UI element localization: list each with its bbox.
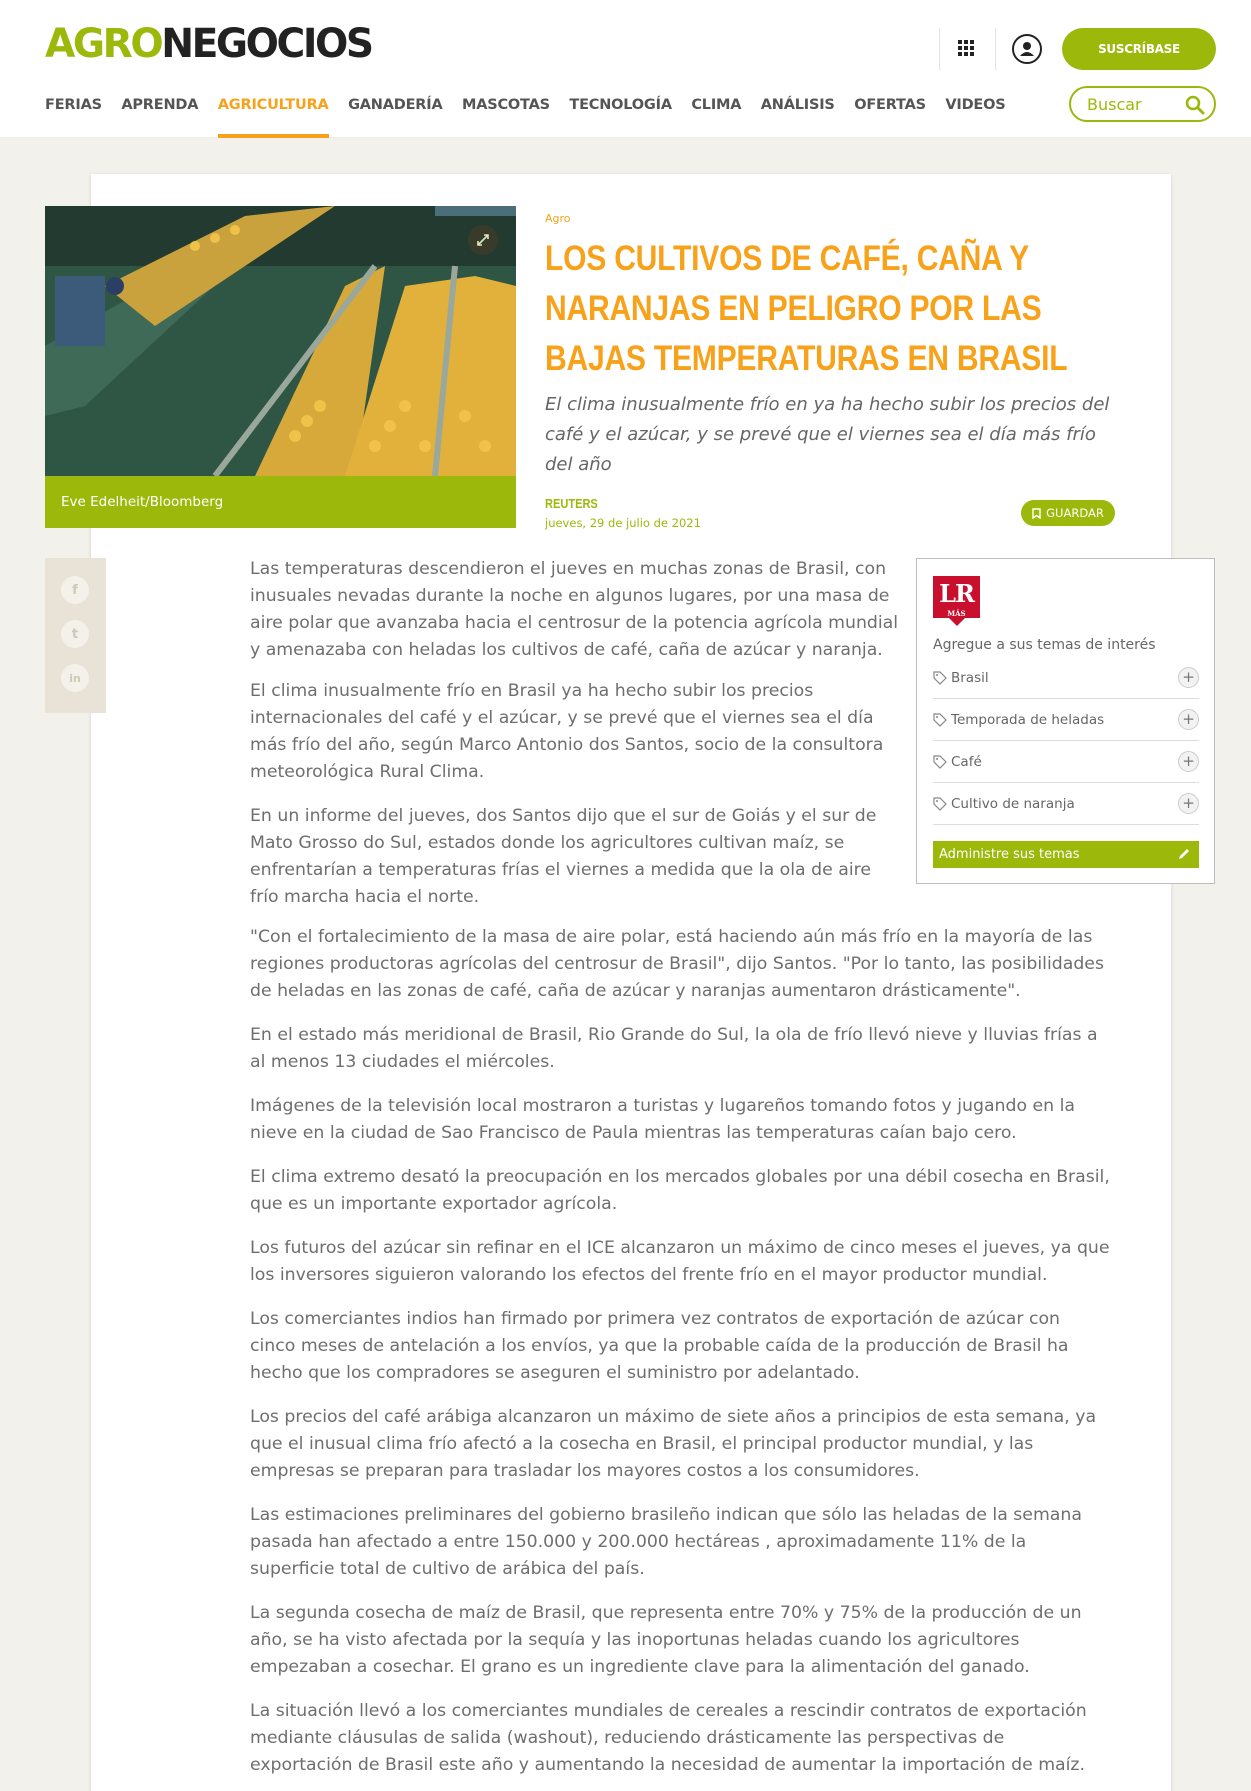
topic-item-temporada-de-heladas[interactable]: Temporada de heladas + — [933, 699, 1199, 741]
article-date: jueves, 29 de julio de 2021 — [545, 516, 701, 530]
manage-topics-button[interactable]: Administre sus temas — [933, 841, 1199, 868]
search-icon[interactable] — [1185, 95, 1205, 115]
topic-item-cultivo-de-naranja[interactable]: Cultivo de naranja + — [933, 783, 1199, 825]
article-paragraph: "Con el fortalecimiento de la masa de aire polar, está haciendo aún más frío en la mayoría de las regiones productoras agrícolas del centrosur de Brasil", dijo Santos. "Por lo tanto, las posibilidades de heladas en las zonas de café, caña de azúcar y naranjas aumentaron drásticamente". — [250, 927, 1104, 1001]
article-source: REUTERS — [545, 496, 598, 511]
facebook-icon[interactable]: f — [61, 576, 89, 604]
topics-widget — [916, 558, 1215, 884]
article-paragraph: Los comerciantes indios han firmado por primera vez contratos de exportación de azúcar con cinco meses de antelación a los envíos, ya que la probable caída de la producción de Brasil ha hecho que los compradores se aseguren el suministro por adelantado. — [250, 1309, 1069, 1383]
nav-item-ganaderia[interactable]: GANADERÍA — [348, 97, 443, 113]
article-paragraph: Los precios del café arábiga alcanzaron un máximo de siete años a principios de esta semana, ya que el inusual clima frío afectó a la cosecha en Brasil, el principal productor mundial, y las empresas se preparan para trasladar los mayores costos a los consumidores. — [250, 1407, 1097, 1481]
tag-icon — [933, 797, 947, 811]
expand-icon[interactable] — [468, 225, 498, 255]
nav-item-mascotas[interactable]: MASCOTAS — [461, 97, 550, 113]
article-paragraph: Las temperaturas descendieron el jueves en muchas zonas de Brasil, con inusuales nevadas durante la noche en algunos lugares, por una masa de aire polar que avanzaba hacia el centrosur de la potencia agrícola mundial y amenazaba con heladas los cultivos de café, caña de azúcar y naranja. — [250, 559, 899, 660]
topic-item-brasil[interactable]: Brasil + — [933, 657, 1199, 699]
photo-caption: Eve Edelheit/Bloomberg — [45, 476, 516, 528]
tag-icon — [933, 671, 947, 685]
apps-grid-icon[interactable] — [957, 39, 975, 57]
article-kicker[interactable]: Agro — [545, 212, 571, 225]
pencil-icon — [1177, 847, 1191, 861]
header-divider — [939, 28, 940, 70]
article-paragraph: En un informe del jueves, dos Santos dijo que el sur de Goiás y el sur de Mato Grosso do Sul, estados donde los agricultores cultivan maíz, se enfrentarían a temperaturas frías el viernes a medida que la ola de aire frío marcha hacia el norte. — [250, 806, 877, 907]
tag-icon — [933, 755, 947, 769]
nav-item-videos[interactable]: VIDEOS — [945, 97, 1006, 113]
site-header — [0, 0, 1251, 138]
topic-item-cafe[interactable]: Café + — [933, 741, 1199, 783]
lr-mas-logo[interactable]: LR MÁS — [933, 576, 980, 618]
add-topic-icon[interactable]: + — [1178, 709, 1199, 730]
share-bar — [45, 558, 106, 713]
search-box — [1069, 86, 1216, 122]
article-paragraph: La segunda cosecha de maíz de Brasil, que representa entre 70% y 75% de la producción de un año, se ha visto afectada por la sequía y las inoportunas heladas cuando los agricultores empezaban a cosechar. El grano es un ingrediente clave para la alimentación del ganado. — [250, 1603, 1082, 1677]
article-paragraph: Imágenes de la televisión local mostraron a turistas y lugareños tomando fotos y jugando en la nieve en la ciudad de Sao Francisco de Paula mientras las temperaturas caían bajo cero. — [250, 1096, 1076, 1143]
bookmark-icon — [1032, 508, 1041, 519]
article-paragraph: El clima inusualmente frío en Brasil ya ha hecho subir los precios internacionales del café y el azúcar, y se prevé que el viernes sea el día más frío del año, según Marco Antonio dos Santos, socio de la consultora meteorológica Rural Clima. — [250, 681, 884, 782]
twitter-icon[interactable]: t — [61, 620, 89, 648]
article-paragraph: Los futuros del azúcar sin refinar en el ICE alcanzaron un máximo de cinco meses el jueves, ya que los inversores siguieron valorando los efectos del frente frío en el mayor productor mundial. — [250, 1238, 1110, 1285]
article-paragraph: La situación llevó a los comerciantes mundiales de cereales a rescindir contratos de exportación mediante cláusulas de salida (washout), reduciendo drásticamente las perspectivas de exportación de Brasil este año y aumentando la necesidad de aumentar la importación de maíz. — [250, 1701, 1087, 1775]
search-input[interactable] — [1087, 93, 1182, 115]
nav-item-ofertas[interactable]: OFERTAS — [854, 97, 926, 113]
site-logo[interactable]: AGRONEGOCIOS — [45, 21, 372, 67]
article-subtitle: El clima inusualmente frío en ya ha hecho subir los precios del café y el azúcar, y se prevé que el viernes sea el día más frío del año — [545, 394, 1110, 475]
nav-item-analisis[interactable]: ANÁLISIS — [760, 97, 835, 113]
tag-icon — [933, 713, 947, 727]
header-divider — [995, 28, 996, 70]
logo-tip — [948, 617, 966, 626]
add-topic-icon[interactable]: + — [1178, 793, 1199, 814]
nav-item-clima[interactable]: CLIMA — [691, 97, 742, 113]
article-paragraph: Las estimaciones preliminares del gobierno brasileño indican que sólo las heladas de la semana pasada han afectado a entre 150.000 y 200.000 hectáreas , aproximadamente 11% de la superficie total de cultivo de arábica del país. — [250, 1505, 1082, 1579]
save-button[interactable]: GUARDAR — [1021, 500, 1115, 526]
add-topic-icon[interactable]: + — [1178, 667, 1199, 688]
nav-item-aprenda[interactable]: APRENDA — [121, 97, 199, 113]
linkedin-icon[interactable]: in — [61, 664, 89, 692]
article-photo — [45, 206, 516, 476]
nav-item-ferias[interactable]: FERIAS — [45, 97, 102, 113]
nav-item-tecnologia[interactable]: TECNOLOGÍA — [569, 97, 672, 113]
main-nav — [45, 92, 1025, 138]
subscribe-button[interactable]: SUSCRÍBASE — [1062, 28, 1216, 70]
topics-title: Agregue a sus temas de interés — [933, 637, 1156, 653]
nav-item-agricultura[interactable]: AGRICULTURA — [218, 92, 329, 138]
article-paragraph: En el estado más meridional de Brasil, Rio Grande do Sul, la ola de frío llevó nieve y lluvias frías a al menos 13 ciudades el miércoles. — [250, 1025, 1098, 1072]
article-paragraph: El clima extremo desató la preocupación en los mercados globales por una débil cosecha en Brasil, que es un importante exportador agrícola. — [250, 1167, 1110, 1214]
user-icon[interactable] — [1012, 34, 1042, 64]
add-topic-icon[interactable]: + — [1178, 751, 1199, 772]
article-title: LOS CULTIVOS DE CAFÉ, CAÑA Y NARANJAS EN PELIGRO POR LAS BAJAS TEMPERATURAS EN BRASIL — [545, 239, 1068, 378]
